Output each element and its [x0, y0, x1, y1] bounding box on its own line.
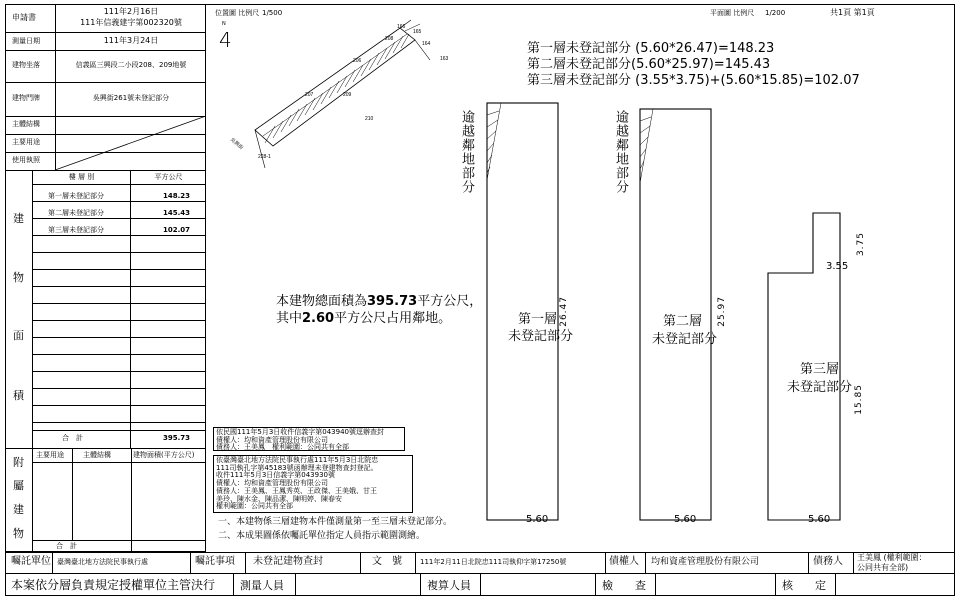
stamp-line: 依臺灣臺北地方法院民事執行處111年5月3日北院忠 [216, 456, 379, 464]
info-row-line [5, 82, 206, 83]
plan-scale: 1/200 [765, 9, 786, 17]
creditor-label: 債權人 [609, 556, 639, 567]
note-2: 二、本成果圖係依囑託單位指定人員指示範圍測繪。 [218, 531, 426, 541]
structure-label: 主體結構 [12, 120, 40, 128]
area-row-line [32, 252, 206, 253]
footer-divider [52, 552, 53, 573]
parcel-label: 207 [305, 92, 314, 98]
info-row-line [5, 170, 206, 171]
area-side-char: 物 [13, 271, 24, 284]
area-row-value: 148.23 [163, 192, 191, 200]
area-row-floor: 第三層未登記部分 [48, 226, 104, 234]
surveyor-label: 測量人員 [240, 579, 284, 592]
reviewer-label: 複算人員 [427, 579, 471, 592]
seizure-stamp-1 [213, 427, 405, 451]
stamp-line: 依民國111年5月3日收件信義字第043940號逕辦查封 [216, 428, 384, 436]
area-summary-line1 [276, 295, 482, 308]
doc-no-label: 文 號 [372, 556, 402, 567]
area-row-line [32, 286, 206, 287]
footer-divider [233, 573, 234, 596]
footer-divider [645, 552, 646, 573]
debtor-label: 債務人 [813, 556, 843, 567]
stamp-line: 債務人：王美鳳、王鳳秀英、王政傑、王美娥、甘王 [216, 486, 377, 495]
location-value: 信義區三興段二小段208、209地號 [75, 61, 187, 69]
area-side-char: 積 [13, 389, 24, 402]
footer-divider [655, 573, 656, 596]
area-row-line [32, 320, 206, 321]
footer-divider [420, 573, 421, 596]
approver-label: 核 定 [782, 579, 826, 592]
floor2-name: 第二層 [663, 314, 703, 329]
annex-header-use: 主要用途 [36, 451, 64, 459]
use-label: 主要用途 [12, 138, 40, 146]
area-row-line [32, 235, 206, 236]
footer-divider [295, 573, 296, 596]
info-row-line [5, 50, 206, 51]
area-row-line [32, 388, 206, 389]
area-row-floor: 第一層未登記部分 [48, 192, 104, 200]
formula-floor3: 第三層未登記部分 (3.55*3.75)+(5.60*15.85)=102.07 [527, 73, 860, 88]
floor2-encroach-hatch [640, 109, 653, 183]
floor1-sub: 未登記部分 [508, 329, 574, 344]
stamp-line: 權利範圍：公同共有全部 [216, 502, 293, 511]
parcel-label: 208 [385, 36, 394, 42]
info-table-border [5, 4, 206, 552]
info-row-line [5, 32, 206, 33]
apply-number: 111年信義建字第002320號 [80, 18, 182, 27]
area-side-divider [32, 170, 33, 448]
survey-date-label: 測量日期 [12, 37, 40, 45]
annex-header-area: 建物面積(平方公尺) [133, 451, 195, 459]
apply-label: 申請書 [12, 13, 36, 22]
stamp-line: 債務人：王美鳳 權利範圍：公同共有全部 [216, 443, 349, 451]
survey-date: 111年3月24日 [103, 36, 159, 45]
doc-no: 111年2月11日北院忠111司執仰字第17250號 [420, 558, 567, 566]
area-row-line [32, 405, 206, 406]
area-bottom-line [5, 448, 206, 449]
formula-floor1: 第一層未登記部分 (5.60*26.47)=148.23 [527, 41, 775, 56]
stamp-line: 債權人：均和資產管理股份有限公司 [216, 479, 328, 488]
floor2-width: 5.60 [674, 514, 697, 525]
encroach-label-2: 逾越鄰地部分 [613, 110, 628, 194]
authority-note: 本案依分層負責規定授權單位主管決行 [11, 578, 216, 592]
annex-side-char: 建 [13, 503, 24, 516]
floor3-width: 5.60 [808, 514, 831, 525]
checker-label: 檢 查 [602, 579, 646, 592]
area-row-line [32, 337, 206, 338]
doorplate-value: 吳興街261號未登記部分 [92, 94, 170, 102]
footer-divider [190, 552, 191, 573]
area-header-sqm: 平方公尺 [154, 173, 183, 181]
parcel-label: 164 [422, 41, 431, 47]
debtor-line1: 王美鳳 (權利範圍： [857, 553, 927, 562]
entrust-item: 未登記建物查封 [253, 556, 323, 567]
formula-floor2: 第二層未登記部分(5.60*25.97)=145.43 [527, 57, 771, 72]
footer-divider [835, 573, 836, 596]
parcel-label: 166 [397, 24, 406, 30]
summary-prefix: 其中 [276, 311, 303, 326]
parcel-label: 206 [353, 58, 362, 64]
location-map-scale: 1/500 [262, 9, 283, 17]
footer-divider [605, 552, 606, 573]
annex-side-char: 屬 [13, 479, 24, 492]
floor2-length: 25.97 [717, 296, 727, 327]
stamp-line: 111司執孔字第45183號函辦理未登建物查封登記。 [216, 463, 378, 472]
footer-divider [415, 552, 416, 573]
footer-divider [480, 573, 481, 596]
street-label: 吳興街 [228, 136, 245, 152]
area-row-line [32, 354, 206, 355]
parcel-label: 165 [413, 29, 422, 35]
area-row-line [32, 184, 206, 185]
entrust-unit-label: 囑託單位 [11, 556, 51, 567]
blank-diagonal [55, 116, 206, 170]
footer-divider [808, 552, 809, 573]
area-row-line [32, 218, 206, 219]
footer-top-line [5, 552, 955, 553]
footer-divider [245, 552, 246, 573]
creditor: 均和資產管理股份有限公司 [651, 557, 760, 567]
area-side-char: 建 [13, 212, 24, 225]
area-col-divider [130, 170, 131, 448]
floor1-name: 第一層 [518, 312, 558, 327]
area-total-label: 合 計 [62, 434, 83, 442]
summary-encroach: 2.60 [302, 311, 335, 326]
area-row-value: 145.43 [163, 209, 191, 217]
floor1-length: 26.47 [559, 296, 569, 327]
summary-prefix: 本建物總面積為 [276, 294, 368, 309]
annex-side-divider [32, 448, 33, 552]
area-summary-line2 [276, 312, 451, 325]
annex-total-label: 合 計 [56, 542, 77, 550]
location-map-drawing [225, 18, 470, 168]
parcel-label: 163 [440, 56, 449, 62]
footer-divider [775, 573, 776, 596]
seizure-stamp-2 [213, 455, 413, 513]
area-row-line [32, 422, 206, 423]
location-label: 建物坐落 [12, 61, 40, 69]
floor1-encroach-hatch [487, 103, 501, 180]
location-map-label: 位置圖 比例尺 [215, 9, 260, 17]
summary-suffix: 平方公尺占用鄰地。 [334, 311, 452, 326]
doorplate-label: 建物門牌 [12, 94, 40, 102]
floor3-name: 第三層 [800, 362, 840, 377]
floor3-sub: 未登記部分 [787, 380, 853, 395]
area-row-line [32, 269, 206, 270]
annex-header-structure: 主體結構 [83, 451, 111, 459]
area-total-value: 395.73 [163, 434, 191, 442]
annex-side-char: 附 [13, 456, 24, 469]
north-arrow-icon: 4 [219, 28, 232, 52]
annex-side-char: 物 [13, 527, 24, 540]
footer-divider [595, 573, 596, 596]
page-count: 共1頁 第1頁 [830, 8, 875, 17]
encroach-label-1: 逾越鄰地部分 [459, 110, 474, 194]
annex-row-line [32, 540, 206, 541]
area-header-floor: 樓 層 別 [68, 173, 95, 181]
floor2-sub: 未登記部分 [652, 332, 718, 347]
license-label: 使用執照 [12, 156, 40, 164]
apply-date: 111年2月16日 [103, 7, 159, 16]
stamp-line: 收件111年5月3日信義字第043930號 [216, 471, 335, 480]
summary-total: 395.73 [367, 294, 418, 309]
area-side-char: 面 [13, 329, 24, 342]
plan-label: 平面圖 比例尺 [710, 9, 755, 17]
entrust-unit: 臺灣臺北地方法院民事執行處 [57, 558, 148, 566]
footer-divider [360, 552, 361, 573]
floor3-length: 15.85 [854, 384, 864, 415]
annex-row-line [32, 462, 206, 463]
floor3-step-width: 3.55 [826, 261, 849, 272]
area-row-value: 102.07 [163, 226, 191, 234]
north-label: N [222, 21, 226, 27]
stamp-line: 債權人：均和資產管理股份有限公司 [216, 435, 328, 444]
area-row-floor: 第二層未登記部分 [48, 209, 104, 217]
footer-divider [853, 552, 854, 573]
parcel-label: 228-1 [258, 154, 271, 160]
stamp-line: 美玲、陳水金、陳品潔、陳明婷、陳春安 [216, 494, 342, 503]
area-row-line [32, 201, 206, 202]
annex-col-divider [131, 448, 132, 552]
debtor-line2: 公同共有全部) [857, 563, 909, 572]
area-row-line [32, 303, 206, 304]
area-row-line [32, 371, 206, 372]
parcel-label: 210 [365, 116, 374, 122]
summary-suffix: 平方公尺， [417, 294, 483, 309]
note-1: 一、本建物係三層建物本件僅測量第一至三層未登記部分。 [218, 517, 453, 527]
floor1-width: 5.60 [526, 514, 549, 525]
parcel-label: 209 [343, 92, 352, 98]
area-row-line [32, 430, 206, 431]
entrust-item-label: 囑託事項 [195, 556, 235, 567]
floor3-step-height: 3.75 [856, 232, 866, 257]
